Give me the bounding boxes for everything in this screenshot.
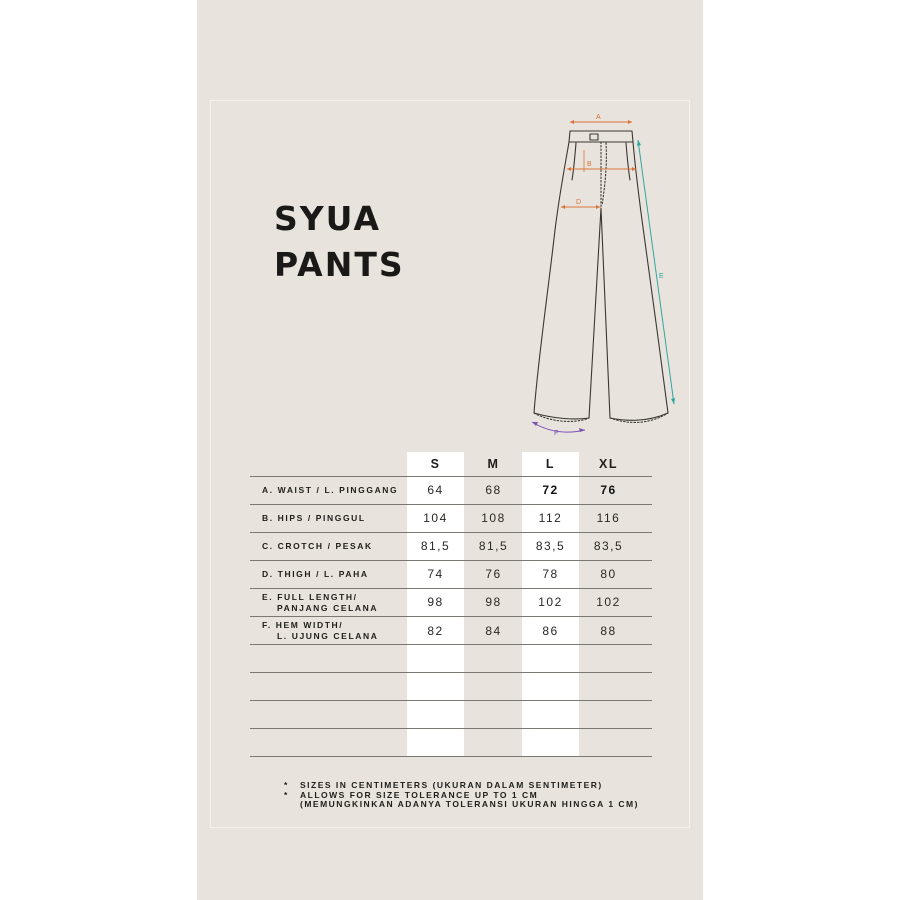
- table-rule: [250, 700, 652, 701]
- measure-e: [637, 140, 675, 404]
- size-header-m: M: [487, 457, 500, 471]
- measure-a-label: A: [596, 114, 601, 121]
- measure-b-label: B: [587, 161, 592, 168]
- cell-waist-s: 64: [427, 483, 444, 497]
- cell-hips-l: 112: [538, 511, 563, 525]
- cell-hem-s: 82: [427, 624, 444, 638]
- size-header-s: S: [430, 457, 441, 471]
- footnotes: [284, 781, 639, 810]
- product-title: [274, 196, 405, 288]
- measure-e-label: E: [659, 273, 664, 280]
- size-header-xl: XL: [599, 457, 618, 471]
- cell-length-xl: 102: [596, 595, 621, 609]
- measure-f-label: F: [554, 430, 559, 437]
- measure-d-label: D: [576, 199, 582, 206]
- cell-waist-m: 68: [485, 483, 502, 497]
- pants-outline: [534, 131, 668, 422]
- cell-hem-xl: 88: [600, 624, 617, 638]
- cell-thigh-s: 74: [427, 567, 444, 581]
- cell-thigh-l: 78: [542, 567, 559, 581]
- cell-hips-s: 104: [423, 511, 448, 525]
- footnote-tolerance: [284, 791, 639, 810]
- row-label-thigh: D. THIGH / L. PAHA: [262, 569, 369, 579]
- row-label-full-length: E. FULL LENGTH/ PANJANG CELANA: [262, 592, 379, 613]
- cell-hips-xl: 116: [596, 511, 621, 525]
- footnote-units: * SIZES IN CENTIMETERS (UKURAN DALAM SENTIMETER): [284, 781, 639, 791]
- measure-f: [532, 422, 585, 437]
- title-line-1: SYUA: [274, 199, 381, 238]
- row-label-hem-width: F. HEM WIDTH/ L. UJUNG CELANA: [262, 620, 379, 641]
- cell-hem-l: 86: [542, 624, 559, 638]
- table-rule: [250, 588, 652, 589]
- table-rule: [250, 616, 652, 617]
- cell-waist-l: 72: [542, 483, 559, 497]
- cell-crotch-s: 81,5: [420, 539, 451, 553]
- cell-crotch-l: 83,5: [535, 539, 566, 553]
- table-rule: [250, 560, 652, 561]
- cell-length-s: 98: [427, 595, 444, 609]
- title-line-2: PANTS: [274, 245, 405, 284]
- table-rule: [250, 532, 652, 533]
- cell-length-m: 98: [485, 595, 502, 609]
- measure-a: [570, 114, 632, 124]
- table-rule: [250, 476, 652, 477]
- table-rule: [250, 728, 652, 729]
- cell-hem-m: 84: [485, 624, 502, 638]
- footnote-tolerance-line2: (MEMUNGKINKAN ADANYA TOLERANSI UKURAN HINGGA 1 CM): [300, 799, 639, 809]
- table-rule: [250, 644, 652, 645]
- footnote-tolerance-line1: ALLOWS FOR SIZE TOLERANCE UP TO 1 CM: [300, 789, 539, 800]
- table-rule: [250, 756, 652, 757]
- cell-hips-m: 108: [481, 511, 506, 525]
- pants-illustration: [520, 100, 700, 445]
- cell-crotch-xl: 83,5: [593, 539, 624, 553]
- size-header-l: L: [545, 457, 556, 471]
- table-rule: [250, 504, 652, 505]
- cell-thigh-xl: 80: [600, 567, 617, 581]
- row-label-waist: A. WAIST / L. PINGGANG: [262, 485, 399, 495]
- measure-d: [561, 199, 600, 209]
- cell-waist-xl: 76: [600, 483, 617, 497]
- table-rule: [250, 672, 652, 673]
- row-label-hips: B. HIPS / PINGGUL: [262, 513, 366, 523]
- cell-crotch-m: 81,5: [478, 539, 509, 553]
- cell-thigh-m: 76: [485, 567, 502, 581]
- row-label-crotch: C. CROTCH / PESAK: [262, 541, 373, 551]
- cell-length-l: 102: [538, 595, 563, 609]
